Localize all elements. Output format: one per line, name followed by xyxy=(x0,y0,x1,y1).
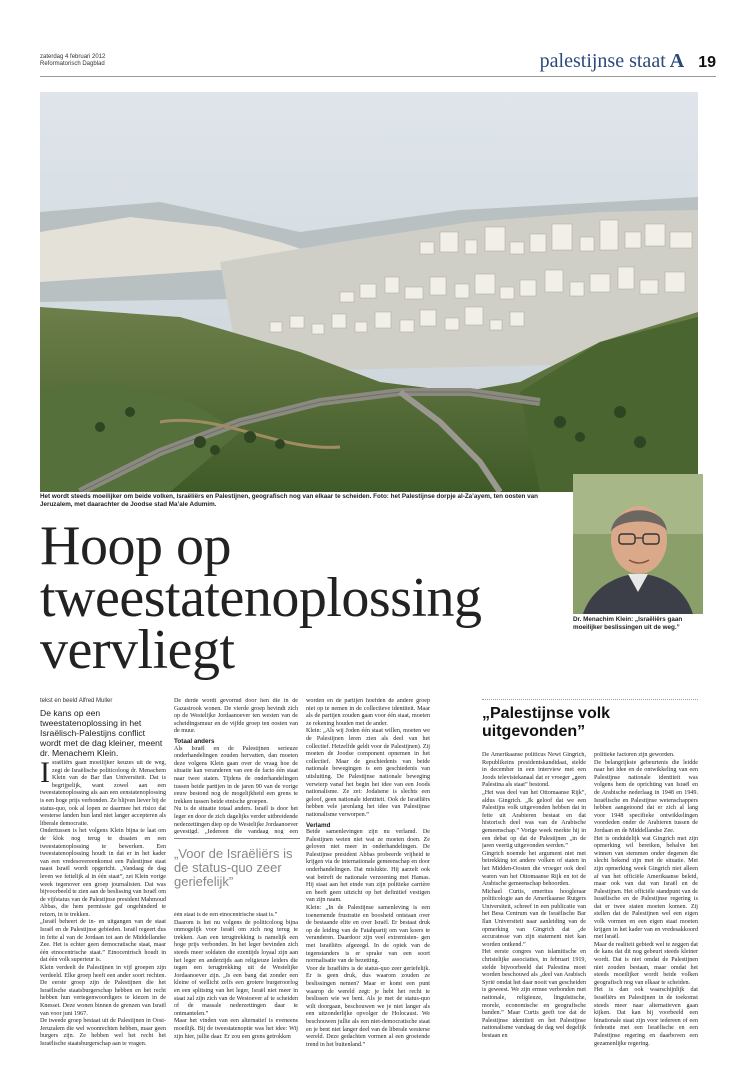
sidebar-paragraph: Het is onduidelijk wat Gingrich met zijn opmerking wil bereiken, behalve het winnen van stemmen onder degenen die slecht bekend zijn met de situatie. Met zijn opmerking week Gingrich niet alleen af van het officiële Amerikaanse beleid, maar ook van dat van Israël en de Palestijnen. Het officiële standpunt van de Israëlische en de Palestijnse regering is dat er twee staten moeten komen. Zij stellen dat de Palestijnen wel een eigen volk vormen en een eigen staat moeten krijgen in het kader van en vredesakkoord met Israël. xyxy=(594,835,698,941)
article-paragraph: De derde wordt gevormd door hen die in de Gazastrook wonen. De vierde groep bevindt zich op de Westelijke Jordaanoever ten westen van de scheidingsmuur en de vijfde groep ten oosten van de muur. xyxy=(174,698,298,735)
intro-text: De kans op een tweestatenoplossing in het Israëlisch-Palestijns conflict wordt met de dag kleiner, meent dr. Menachem Klein. xyxy=(40,708,163,758)
sidebar-paragraph: De belangrijkste gebeurtenis die leidde naar het idee en de ontwikkeling van een Palestijnse nationale identiteit was volgens hem de oprichting van Israël en de Arabische nederlaag in 1948 en 1949. Israëlische en Palestijnse wetenschappers hebben aangetoond dat er zich al lang voor 1948 specifieke ontwikkelingen voordeden onder de Arabieren tussen de Jordaan en de Middellandse Zee. xyxy=(594,759,698,834)
article-paragraph: één staat is de een etnocentrische staat is.” xyxy=(174,912,278,918)
main-photo xyxy=(40,92,698,492)
article-paragraph: worden en de partijen hoefden de andere groep niet op te nemen in de collectieve identiteit. Maar als de partijen zouden gaan voor één staat, moeten ze rekening houden met de ander. xyxy=(306,698,430,727)
section-header xyxy=(540,50,716,73)
landscape-illustration xyxy=(40,92,698,492)
sidebar-rule xyxy=(482,699,698,700)
article-paragraph: „Israël beheert de in- en uitgangen van de staat Israël en de Palestijnse gebieden. Israël regeert dus in feite al van de Jordaan tot aan de Middellandse Zee. Het is echter geen democratische staat, maar één etnocentrische staat.” Etnocentrisch houdt in dat één volk superieur is. xyxy=(40,919,166,964)
article-paragraph: Klein: „Als wij Joden één staat willen, moeten we de Palestijnen leren zien als deel van het collectief. Hetzelfde geldt voor de Palestijnen). Zij moeten de Joodse component opnemen in het collectief. Maar de geschiedenis van beide nationale bewegingen is een geschiedenis van uitsluiting. De Palestijnse nationale beweging verwierp vanaf het begin het idee van een Joods nationalisme. Ze zei: Jodaïsme is slechts een geloof, geen nationale identiteit. Ook de Israëliërs hebben vele jarenlang het idee van Palestijnse nationalisme verworpen.” xyxy=(306,728,430,818)
article-paragraph: Als Israël en de Palestijnen serieuze onderhandelingen zouden hervatten, dan moeten deze volgens Klein gaan over de vraag hoe de situatie kan veranderen van een de facto één staat naar twee staten. Tijdens de onderhandelingen tussen beide partijen in de jaren 90 van de vorige eeuw bestond nog de mogelijkheid een grens te trekken tussen beide etnische groepen. xyxy=(174,745,298,805)
subheading-totaal-anders: Totaal anders xyxy=(174,737,215,745)
date-line xyxy=(40,54,105,68)
sidebar-paragraph: Het is dan ook waarschijnlijk dat Israëliërs en Palestijnen in de toekomst steeds meer naar alternatieven gaan kijken. Dat kan bij voorbeeld een binationale staat zijn voor iedereen of een federatie met een Israëlische en een Palestijnse regering en daarboven een gezamenlijke regering. xyxy=(594,987,698,1047)
sidebar-paragraph: Michael Curtis, emeritus hoogleraar politicologie aan de Amerikaanse Rutgers Universiteit, schreef in een publicatie van het Besa Centrum van de Israëlische Bar Ilan Universiteit naar aanleiding van de opmerking van Gingrich dat „de accuratesse van zijn statement niet kan worden ontkend.” xyxy=(482,888,586,948)
headline xyxy=(40,515,570,681)
article-paragraph: Daarom is het nu volgens de politicoloog bijna onmogelijk voor Israël om zich nog terug te trekken. Aan een terugtrekking is namelijk een hoge prijs verbonden. In het leger bevinden zich steeds meer soldaten die ezentijds loyaal zijn aan het leger en anderzijds aan religieuze leiders die tegen een terugtrekking uit de Westelijke Jordaanoever zijn. „Is een bang dat zonder een kleine of wellicht zelfs een grotere burgeroorlog en een splitsing van het leger, Israël niet meer in staat zal zijn zich van de Westoever af te scheiden of de massale nederzettingen daar te ontmantelen.” xyxy=(174,919,298,1017)
portrait-photo xyxy=(573,474,703,614)
headline-line-3: vervliegt xyxy=(40,619,235,681)
article-paragraph: Maar het vinden van een alternatief is eveneens moeilijk. Bij de tweestatenoptie was het idee: Wij zijn hier, jullie daar. Er zou een grens getrokken xyxy=(174,1018,298,1040)
article-column-2-continued xyxy=(174,912,298,1060)
article-column-3 xyxy=(306,698,430,1060)
sidebar-column-1 xyxy=(482,752,586,1060)
headline-line-1: Hoop op xyxy=(40,515,231,577)
sidebar-paragraph: politieke factoren zijn geworden. xyxy=(594,752,675,758)
article-paragraph: Voor de Israëliërs is de status-quo zeer geriefelijk. Er is geen druk, dus waarom zouden ze beslissingen nemen? Maar er komt een punt waarop de wereld zegt: je hebt het recht te beslissen wie we bent. Als je met de status-quo wilt doorgaan, beschouwen we je niet langer als een uitzonderlijke opvolger de Holocaust. We beschouwen jullie als een niet-democratische staat en je bent niet langer deel van de liberale westerse wereld. Deze gedachten vormen al een groeiende trend in het buitenland.” xyxy=(306,965,430,1048)
sidebar-paragraph: De Amerikaanse politicus Newt Gingrich, Republikeins presidentskandidaat, stelde in december in een interview met een Joods televisiekanaal dat er vroeger „geen Palestina als staat” bestond. xyxy=(482,752,586,789)
subheading-verlamd: Verlamd xyxy=(306,821,331,829)
article-paragraph: Ondertussen is het volgens Klein bijna te laat om de klok nog terug te draaien en een tweestatenoplossing te bewerken. Een tweestatenoplossing houdt in dat er in het kader van een vredesovereenkomst een Palestijnse staat naast Israël wordt opgericht. „Vandaag de dag leven we feitelijk al in één staat”, zei Klein vorige week tegenover een groep journalisten. Dat was bijvoorbeeld te zien aan de beslissing van Israël om de vijfstatus van de Palestijnse president Mahmoud Abbas, die hem permissie gaf ongehinderd te reizen, in te trekken. xyxy=(40,828,166,918)
sidebar-paragraph: Maar de realiteit gebiedt wel te zeggen dat de kans dat dit nog gebeurt steeds kleiner wordt. Dat is niet omdat de Palestijnen niet zouden bestaan, maar omdat het steeds moeilijker wordt beide volken geografisch nog van elkaar te scheiden. xyxy=(594,941,698,986)
date: zaterdag 4 februari 2012 xyxy=(40,54,106,60)
section-name: palestijnse staat xyxy=(539,50,666,72)
sidebar-column-2 xyxy=(594,752,698,1060)
article-paragraph: Beide samenlevingen zijn nu verlamd. De Palestijnen weten niet wat ze moeten doen. Ze geloven niet meer in onderhandelingen. De Palestijnse president Abbas probeerde vrijheid te krijgen via de internationale gemeenschap en door onderhandelingen. Dat mislukte. Hij aarzelt ook wat betreft de nationale verzoening met Hamas. Hij staat aan het einde van zijn politieke carrière en heeft geen uitzicht op het definitief vestigen van zijn naam. xyxy=(306,829,430,904)
article-column-1 xyxy=(40,760,166,1060)
dropcap: I xyxy=(40,760,50,789)
page-number: 19 xyxy=(698,54,716,71)
portrait-caption: Dr. Menachim Klein: „Israëliërs gaan moeilijker beslissingen uit de weg.” xyxy=(573,616,683,631)
header-rule xyxy=(40,76,716,77)
article-paragraph: De tweede groep bestaat uit de Palestijnen in Oost-Jeruzalem die wel woonrechten hebben, maar geen burgers zijn. Ze hebben wel het recht het Israëlische staatsburgerschap aan te vragen. xyxy=(40,1018,166,1047)
article-paragraph: Israëliërs gaan moeilijker keuzes uit de weg, zegt de Israëlische politicoloog dr. Menachem Klein van de Bar Ilan Universiteit. Dat is begrijpelijk, want zowel aan een tweestatenoplossing als aan een eenstatenoplossing is een hoge prijs verbonden. Ze blijven liever bij de status-quo, ook al lopen ze daarmee het risico dat westerse landen hun land niet langer accepteren als liberale democratie. xyxy=(40,760,166,827)
article-paragraph: Klein: „In de Palestijnse samenleving is een toenemende frustratie en boosheid ontstaan over de bestaande elite en over Israël. Er bestaat druk op de leiding van de Fatahpartij om van koers te veranderen. Daardoor zijn veel extremisten- gen met Israëliërs afgezegd. In de opiek van de tegenstanders is er sprake van een soort normalisatie van de bezetting. xyxy=(306,905,430,965)
sidebar-paragraph: Gingrich noemde het argument niet met betrekking tot andere volken of staten in het Midden-Oosten die vroeger ook deel waren van het Ottomaanse Rijk en tot de Arabische gemeenschap behoorden. xyxy=(482,850,586,888)
sidebar-paragraph: „Het was deel van het Ottomaanse Rijk”, aldus Gingrich. „Ik geloof dat we een Palestijns volk uitgevonden hebben dat in feite uit Arabieren bestaat en dat historisch deel was van de Arabische gemeenschap.” Vorige week merkte hij in een debat op dat de Palestijnen „in de jaren veertig uitgevonden werden.” xyxy=(482,789,586,850)
sidebar-paragraph: Het eerste congres van islamitische en christelijke associaties, in februari 1919, stelde bijvoorbeeld dat Palestina moet worden beschouwd als „deel van Arabisch Syrië omdat het daar nooit van gescheiden is geweest. We zijn ermee verbonden met nationale, religieuze, linguïstische, morele, economische en geografische banden.” Maar Curtis geeft toe dat de Palestijnse identiteit en het Palestijnse nationalisme vandaag de dag wel degelijk bestaan en xyxy=(482,949,586,1039)
article-column-2 xyxy=(174,698,298,834)
photo-caption: Het wordt steeds moeilijker om beide volken, Israëliërs en Palestijnen, geografisch nog van elkaar te scheiden. Foto: het Palestijnse dorpje al-Za’ayem, ten oosten van Jeruzalem, met daarachter de Joodse stad Ma’ale Adumim. xyxy=(40,493,538,508)
pull-quote: „Voor de Israëliërs is de status-quo zeer geriefelijk” xyxy=(174,838,300,889)
sidebar-title: „Palestijnse volk uitgevonden” xyxy=(482,705,611,740)
byline: tekst en beeld Alfred Muller xyxy=(40,698,113,704)
paper-name: Reformatorisch Dagblad xyxy=(40,61,105,67)
article-paragraph: Nu is de situatie totaal anders. Israël is door het leger en door de zich dagelijks verder uitbreidende nederzettingen diep op de Westelijke Jordaanoever gevestigd. „Iedereen die vandaag nog een xyxy=(174,806,298,834)
section-letter: A xyxy=(669,50,685,72)
article-paragraph: Klein verdeelt de Palestijnen in vijf groepen zijn verdeeld. Elke groep heeft een ander soort rechten. De eerste groep zijn de Palestijnen die het Israëlische staatsburgerschap hebben en het recht hebben hun vertegenwoordigers te kiezen in de Knesset. Deze wonen binnen de grenzen van Israël van voor juni 1967. xyxy=(40,965,166,1017)
headline-line-2: tweestatenoplossing xyxy=(40,567,482,629)
portrait-illustration xyxy=(573,474,703,614)
